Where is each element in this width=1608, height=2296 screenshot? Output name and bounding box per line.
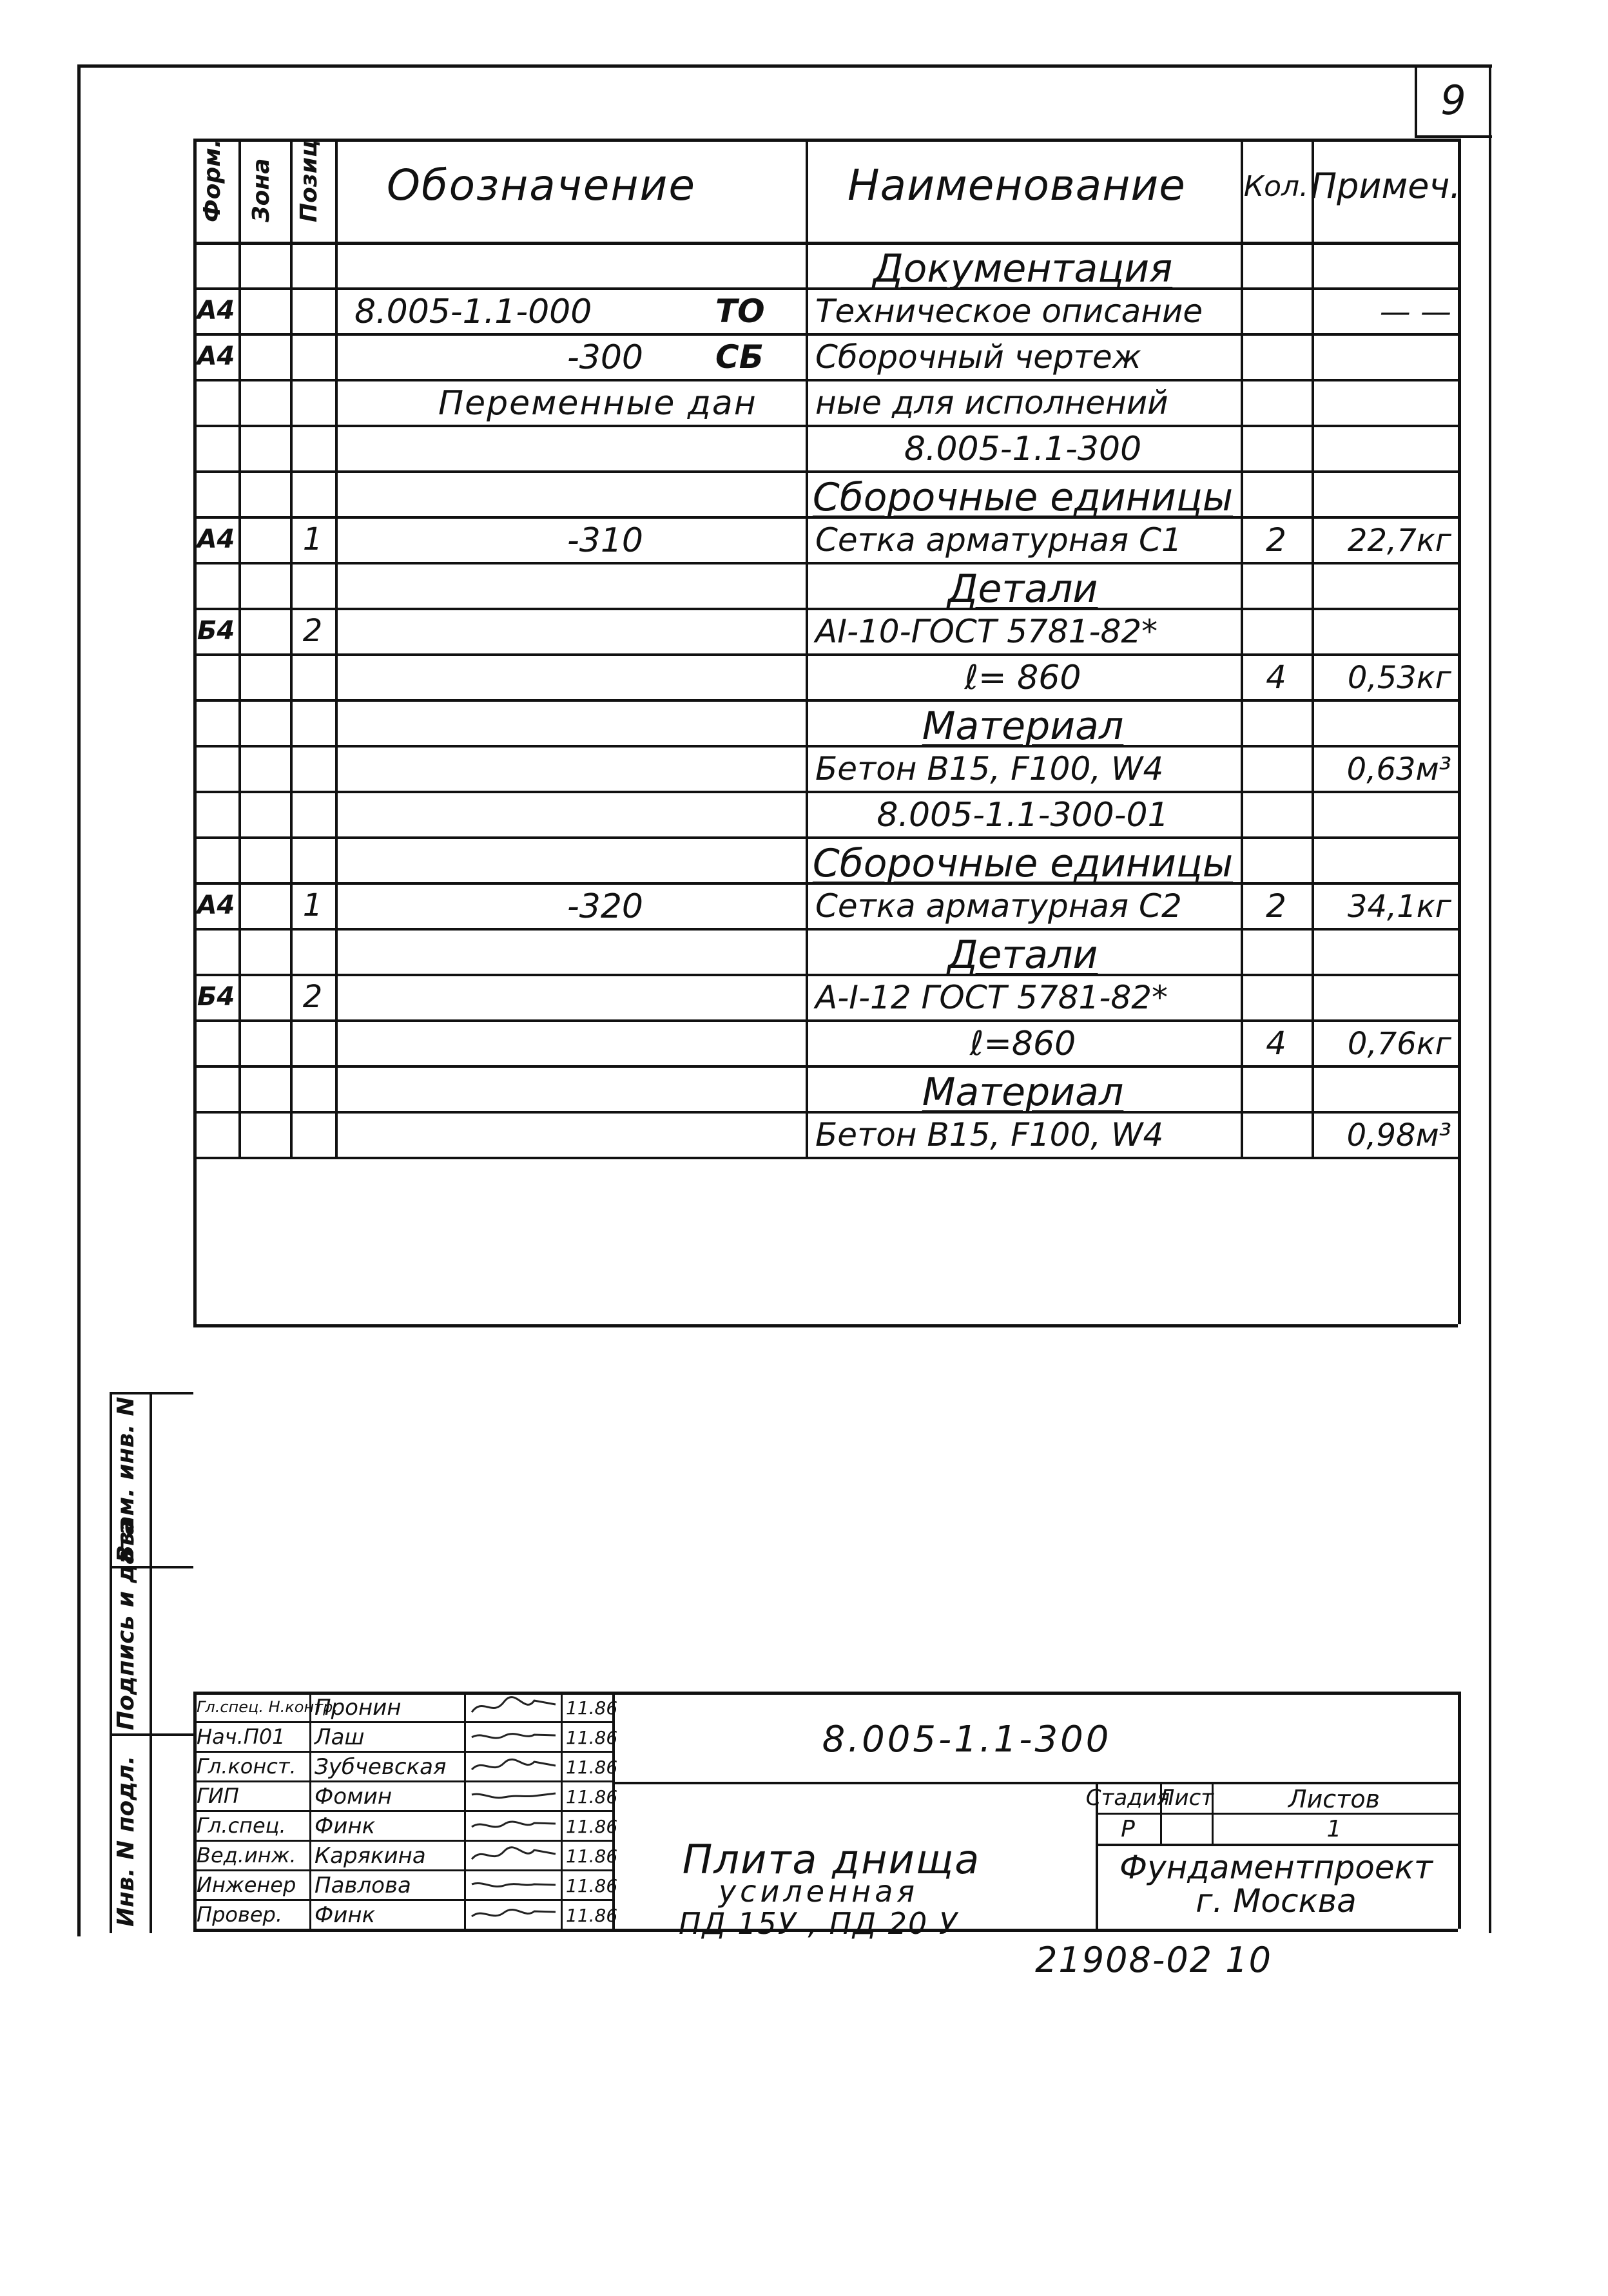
row-format: А4 bbox=[197, 525, 235, 554]
rule-h bbox=[110, 1733, 193, 1736]
row-name: Бетон В15, F100, W4 bbox=[815, 1116, 1164, 1153]
signature-scribble bbox=[467, 1841, 560, 1869]
row-name: ℓ= 860 bbox=[964, 659, 1081, 697]
row-name: Сборочный чертеж bbox=[815, 338, 1141, 376]
signature-scribble bbox=[467, 1752, 560, 1780]
title-line-1: Плита днища bbox=[682, 1836, 981, 1883]
row-note: 0,76кг bbox=[1347, 1026, 1451, 1062]
row-designation: -320 bbox=[567, 887, 644, 926]
page-number: 9 bbox=[1440, 77, 1466, 124]
sheet-label: Лист bbox=[1158, 1785, 1214, 1811]
signature-scribble bbox=[467, 1782, 560, 1810]
row-name: Бетон В15, F100, W4 bbox=[815, 750, 1164, 787]
row-name: Детали bbox=[947, 932, 1098, 978]
signer-name: Пронин bbox=[315, 1695, 402, 1721]
sign-date: 11.86 bbox=[566, 1816, 618, 1837]
rule-h bbox=[193, 1111, 1458, 1114]
rule-h bbox=[193, 1065, 1458, 1068]
rule-v bbox=[1489, 64, 1491, 1933]
sheets-label: Листов bbox=[1288, 1785, 1380, 1813]
rule-v bbox=[806, 139, 808, 1159]
rule-v bbox=[1241, 139, 1243, 1159]
rule-v bbox=[309, 1692, 311, 1929]
rule-v bbox=[1458, 139, 1461, 1159]
rule-v bbox=[150, 1392, 152, 1933]
rule-h bbox=[193, 379, 1458, 381]
signer-role: Гл.спец. Н.контр. bbox=[197, 1698, 338, 1716]
rule-v bbox=[1458, 1692, 1461, 1929]
col-name-header: Наименование bbox=[848, 160, 1186, 210]
sign-date: 11.86 bbox=[566, 1875, 618, 1896]
row-format: А4 bbox=[197, 891, 235, 920]
signer-name: Карякина bbox=[315, 1843, 426, 1869]
rule-v bbox=[1458, 1157, 1461, 1324]
signer-role: Провер. bbox=[197, 1902, 282, 1927]
row-note: 0,53кг bbox=[1347, 660, 1451, 696]
rule-h bbox=[193, 470, 1458, 473]
row-name: АI-10-ГОСТ 5781-82* bbox=[815, 613, 1158, 650]
rule-h bbox=[193, 562, 1458, 564]
signature-scribble bbox=[467, 1811, 560, 1840]
row-note: 0,63м³ bbox=[1346, 751, 1451, 787]
signature-scribble bbox=[467, 1871, 560, 1899]
row-code: СБ bbox=[715, 338, 764, 376]
rule-h bbox=[193, 974, 1458, 976]
rule-h bbox=[1415, 135, 1492, 138]
signer-role: ГИП bbox=[197, 1784, 239, 1808]
col-designation-header: Обозначение bbox=[387, 160, 696, 210]
doc-code: 8.005-1.1-300 bbox=[822, 1719, 1112, 1761]
row-position: 1 bbox=[302, 887, 323, 923]
rule-h bbox=[193, 242, 1458, 245]
rule-v bbox=[110, 1392, 112, 1933]
row-name: ные для исполнений bbox=[815, 384, 1168, 421]
rule-v bbox=[1415, 64, 1417, 135]
rule-v bbox=[238, 139, 241, 1159]
row-name: Материал bbox=[922, 1070, 1124, 1115]
rule-h bbox=[193, 653, 1458, 656]
row-designation: -300 bbox=[567, 338, 644, 377]
signer-role: Вед.инж. bbox=[197, 1843, 296, 1867]
signature-scribble bbox=[467, 1722, 560, 1751]
row-designation: 8.005-1.1-000 bbox=[354, 293, 592, 331]
row-designation: Переменные дан bbox=[438, 384, 757, 423]
row-note: 0,98м³ bbox=[1346, 1117, 1451, 1153]
signer-name: Зубчевская bbox=[315, 1754, 447, 1780]
row-name: 8.005-1.1-300-01 bbox=[877, 796, 1169, 834]
rule-h bbox=[193, 745, 1458, 748]
rule-v bbox=[1312, 139, 1314, 1159]
row-note: — — bbox=[1379, 294, 1451, 330]
rule-h bbox=[193, 1157, 1458, 1159]
row-position: 2 bbox=[302, 613, 323, 649]
rule-h bbox=[193, 139, 1458, 142]
row-note: 34,1кг bbox=[1347, 889, 1451, 925]
row-position: 1 bbox=[302, 521, 323, 557]
signature-scribble bbox=[467, 1900, 560, 1929]
signer-role: Нач.П01 bbox=[197, 1724, 286, 1749]
row-name: Сетка арматурная С2 bbox=[815, 887, 1182, 925]
signature-scribble bbox=[467, 1693, 560, 1721]
row-qty: 2 bbox=[1266, 887, 1286, 925]
stage-value: Р bbox=[1121, 1816, 1135, 1842]
row-name: 8.005-1.1-300 bbox=[904, 430, 1142, 468]
rule-h bbox=[193, 425, 1458, 427]
row-name: А-I-12 ГОСТ 5781-82* bbox=[815, 979, 1168, 1016]
signer-name: Лаш bbox=[315, 1724, 365, 1750]
rule-h bbox=[110, 1392, 193, 1394]
archive-code: 21908-02 10 bbox=[1035, 1940, 1272, 1980]
col-note-header: Примеч. bbox=[1310, 166, 1461, 206]
signer-role: Гл.спец. bbox=[197, 1813, 286, 1838]
row-qty: 4 bbox=[1266, 1025, 1286, 1062]
sign-date: 11.86 bbox=[566, 1786, 618, 1808]
row-name: ℓ=860 bbox=[969, 1025, 1076, 1063]
rule-h bbox=[193, 333, 1458, 336]
title-line-3: ПД 15У , ПД 20 У bbox=[679, 1906, 958, 1941]
org-name: Фундаментпроект bbox=[1119, 1849, 1433, 1886]
rule-v bbox=[193, 139, 197, 1159]
rule-h bbox=[193, 699, 1458, 702]
sheets-value: 1 bbox=[1326, 1816, 1342, 1842]
col-format-header: Форм. bbox=[199, 139, 226, 222]
sign-date: 11.86 bbox=[566, 1905, 618, 1926]
row-qty: 4 bbox=[1266, 659, 1286, 696]
title-line-2: усиленная bbox=[718, 1874, 919, 1909]
row-name: Техническое описание bbox=[815, 293, 1203, 330]
rule-h bbox=[193, 287, 1458, 290]
rule-h bbox=[1096, 1813, 1458, 1815]
row-note: 22,7кг bbox=[1347, 523, 1451, 559]
rule-h bbox=[193, 1019, 1458, 1022]
row-name: Сборочные единицы bbox=[812, 841, 1234, 886]
signer-role: Гл.конст. bbox=[197, 1754, 296, 1779]
rule-v bbox=[290, 139, 293, 1159]
row-name: Материал bbox=[922, 704, 1124, 749]
stage-label: Стадия bbox=[1085, 1785, 1170, 1811]
rule-v bbox=[561, 1692, 563, 1929]
row-format: Б4 bbox=[197, 616, 235, 646]
col-zone-header: Зона bbox=[248, 158, 275, 222]
signer-role: Инженер bbox=[197, 1873, 296, 1897]
row-format: А4 bbox=[197, 296, 235, 325]
rule-h bbox=[612, 1782, 1458, 1784]
row-designation: -310 bbox=[567, 521, 644, 560]
row-format: Б4 bbox=[197, 982, 235, 1012]
sign-date: 11.86 bbox=[566, 1697, 618, 1719]
stamp-inv-orig: Инв. N подл. bbox=[113, 1755, 139, 1927]
signer-name: Фомин bbox=[315, 1784, 392, 1809]
row-qty: 2 bbox=[1266, 521, 1286, 559]
row-name: Детали bbox=[947, 566, 1098, 612]
col-qty-header: Кол. bbox=[1243, 170, 1309, 203]
rule-v bbox=[464, 1692, 466, 1929]
rule-v bbox=[335, 139, 338, 1159]
row-position: 2 bbox=[302, 979, 323, 1015]
sign-date: 11.86 bbox=[566, 1757, 618, 1778]
rule-h bbox=[1096, 1844, 1458, 1846]
col-position-header: Позиц bbox=[296, 140, 322, 222]
row-name: Сборочные единицы bbox=[812, 475, 1234, 520]
rule-h bbox=[193, 1324, 1458, 1327]
signer-name: Финк bbox=[315, 1813, 376, 1839]
stamp-sign-date: Подпись и дата bbox=[113, 1519, 139, 1730]
sign-date: 11.86 bbox=[566, 1727, 618, 1748]
rule-h bbox=[193, 608, 1458, 610]
stamp-replace-inv: Взам. инв. N bbox=[113, 1396, 139, 1563]
rule-h bbox=[193, 836, 1458, 839]
row-name: Сетка арматурная С1 bbox=[815, 521, 1182, 559]
rule-v bbox=[193, 1157, 197, 1324]
sign-date: 11.86 bbox=[566, 1846, 618, 1867]
row-code: ТО bbox=[715, 293, 765, 330]
signer-name: Павлова bbox=[315, 1873, 411, 1898]
row-format: А4 bbox=[197, 342, 235, 371]
rule-h bbox=[193, 928, 1458, 931]
rule-h bbox=[193, 791, 1458, 793]
org-city: г. Москва bbox=[1196, 1882, 1357, 1920]
signer-name: Финк bbox=[315, 1902, 376, 1928]
row-name: Документация bbox=[873, 246, 1173, 291]
